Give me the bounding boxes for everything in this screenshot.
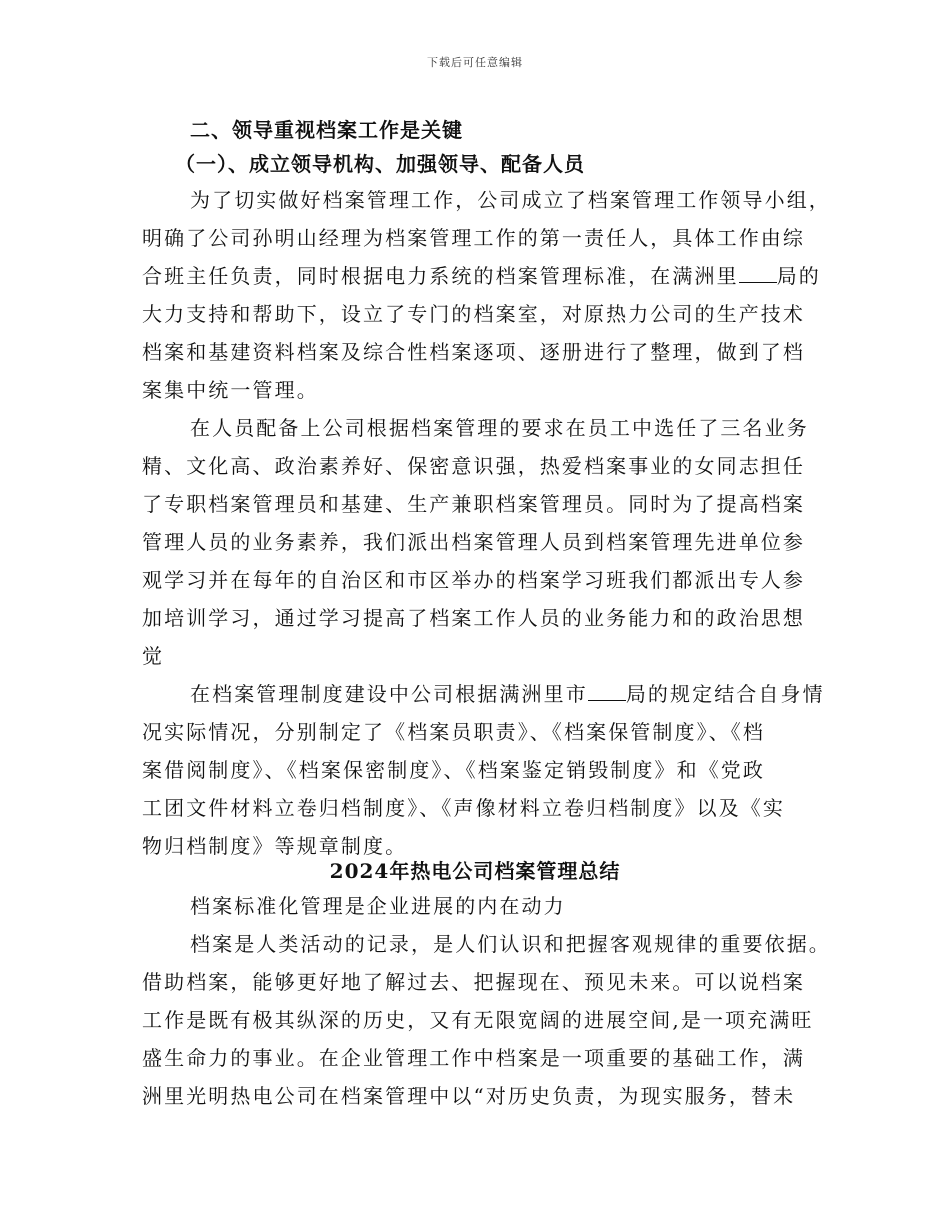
paragraph-line: 大力支持和帮助下，设立了专门的档案室，对原热力公司的生产技术 (142, 302, 805, 326)
paragraph-line: 物归档制度》等规章制度。 (142, 834, 408, 858)
paragraph-line: 洲里光明热电公司在档案管理中以“对历史负责，为现实服务，替未 (142, 1084, 796, 1108)
paragraph-line: 工作是既有极其纵深的历史，又有无限宽阔的进展空间,是一项充满旺 (142, 1008, 814, 1032)
paragraph-line-part: 局的 (776, 264, 821, 288)
paragraph-line-part: 合班主任负责，同时根据电力系统的档案管理标准，在满洲里 (142, 264, 739, 288)
paragraph-line: 盛生命力的事业。在企业管理工作中档案是一项重要的基础工作，满 (142, 1046, 805, 1070)
paragraph-line: 工团文件材料立卷归档制度》、《声像材料立卷归档制度》以及《实 (142, 796, 785, 820)
paragraph-line: 观学习并在每年的自治区和市区举办的档案学习班我们都派出专人参 (142, 568, 805, 592)
paragraph-line: 档案和基建资料档案及综合性档案逐项、逐册进行了整理，做到了档 (142, 340, 805, 364)
paragraph-line: 了专职档案管理员和基建、生产兼职档案管理员。同时为了提高档案 (142, 492, 805, 516)
document-title: 2024年热电公司档案管理总结 (329, 859, 621, 883)
subsection-heading: （一）、成立领导机构、加强领导、配备人员 (175, 152, 585, 176)
paragraph-line: 在人员配备上公司根据档案管理的要求在员工中选任了三名业务 (190, 416, 809, 440)
paragraph-line-part: 局的规定结合自身情 (625, 682, 825, 706)
section-heading: 二、领导重视档案工作是关键 (190, 118, 463, 142)
paragraph-line-part: 在档案管理制度建设中公司根据满洲里市 (190, 682, 588, 706)
paragraph-line: 觉 (142, 644, 165, 668)
paragraph-line (190, 682, 825, 706)
blank-underline (588, 682, 626, 701)
paragraph-line: 管理人员的业务素养，我们派出档案管理人员到档案管理先进单位参 (142, 530, 805, 554)
paragraph-line: 明确了公司孙明山经理为档案管理工作的第一责任人，具体工作由综 (142, 226, 805, 250)
paragraph-line: 加培训学习，通过学习提高了档案工作人员的业务能力和的政治思想 (142, 606, 805, 630)
paragraph-line: 案集中统一管理。 (142, 378, 319, 402)
paragraph-line: 借助档案，能够更好地了解过去、把握现在、预见未来。可以说档案 (142, 970, 805, 994)
paragraph-line (142, 264, 821, 288)
paragraph-line: 案借阅制度》、《档案保密制度》、《档案鉴定销毁制度》和《党政 (142, 758, 765, 782)
paragraph-line: 精、文化高、政治素养好、保密意识强，热爱档案事业的女同志担任 (142, 454, 805, 478)
paragraph-line: 为了切实做好档案管理工作，公司成立了档案管理工作领导小组， (190, 188, 831, 212)
paragraph-line: 况实际情况，分别制定了《档案员职责》、《档案保管制度》、《档 (142, 720, 765, 744)
blank-underline (739, 264, 777, 283)
paragraph-line: 档案标准化管理是企业进展的内在动力 (190, 894, 566, 918)
paragraph-line: 档案是人类活动的记录，是人们认识和把握客观规律的重要依据。 (190, 932, 831, 956)
page-header-note: 下载后可任意编辑 (427, 56, 523, 69)
